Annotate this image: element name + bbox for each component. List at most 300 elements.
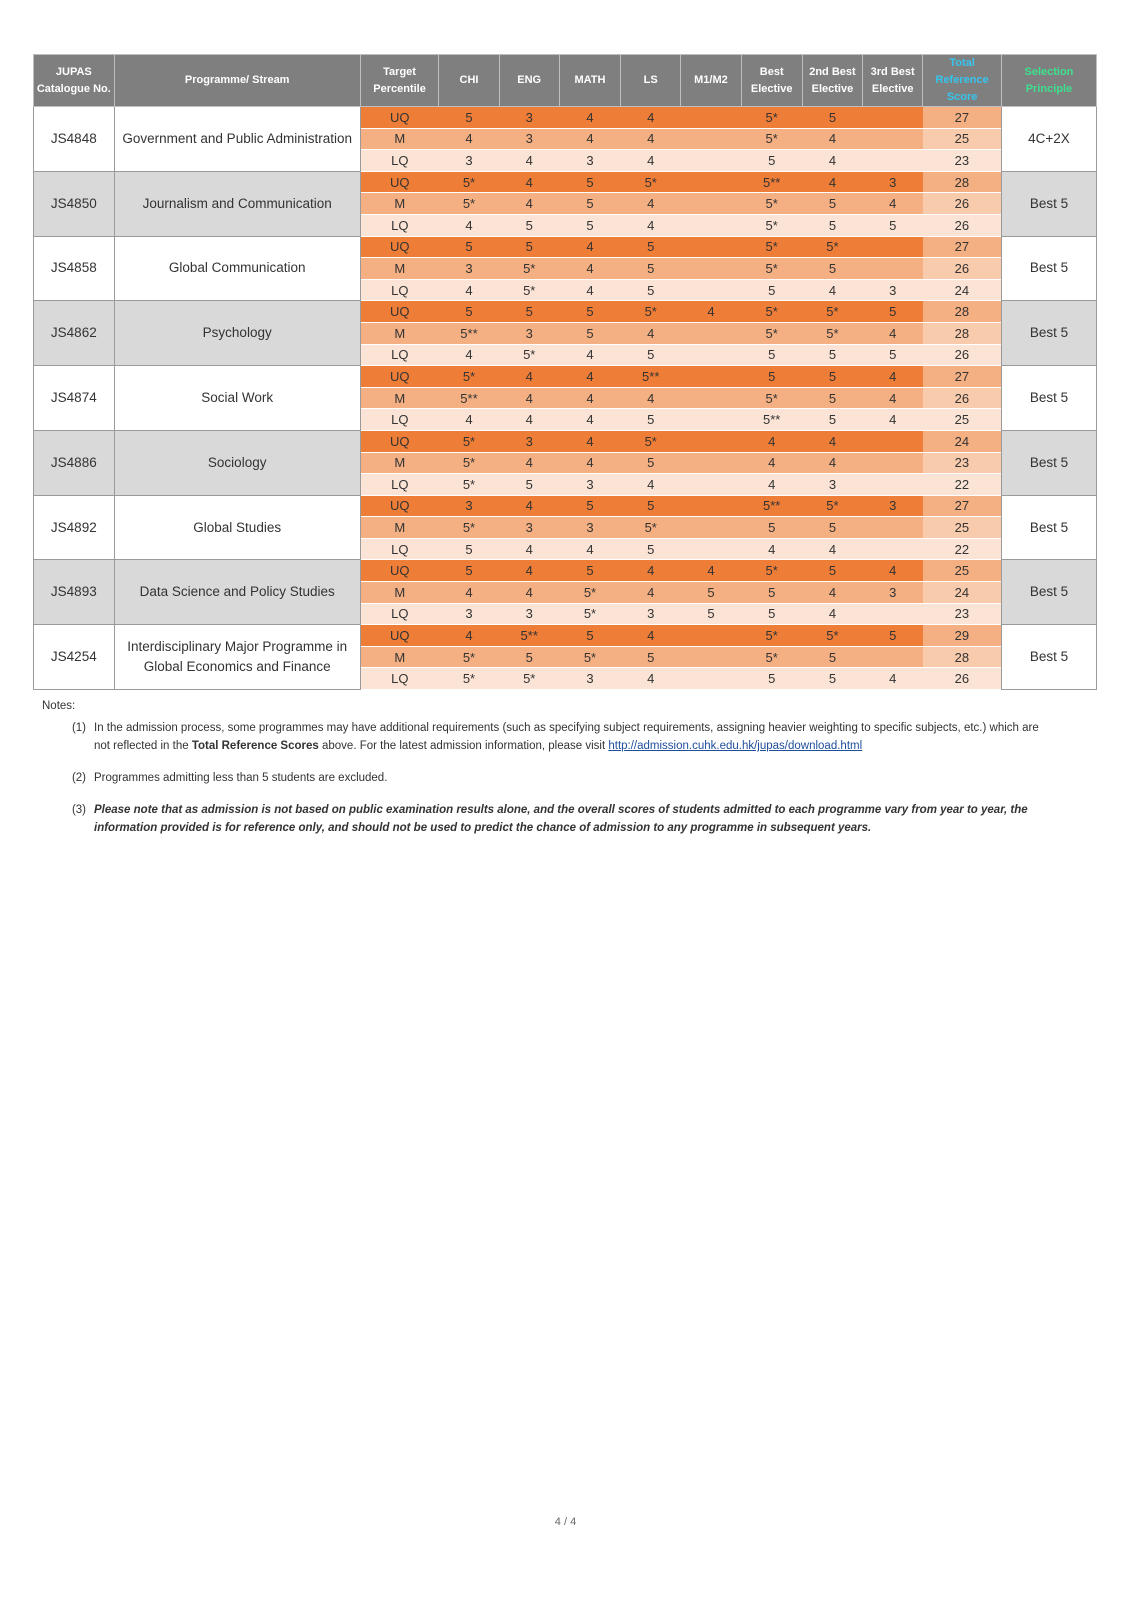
math-score-cell: 5: [559, 301, 620, 323]
eng-score-cell: 5*: [499, 344, 559, 366]
math-score-cell: 3: [559, 668, 620, 689]
best-score-cell: 4: [741, 452, 802, 474]
note-item: [42, 769, 1052, 787]
ls-score-cell: 5: [621, 409, 681, 431]
ls-score-cell: 4: [621, 560, 681, 582]
note-text-part: above. For the latest admission information, please visit: [318, 740, 609, 752]
m1m2-score-cell: 4: [681, 560, 741, 582]
third-score-cell: 4: [863, 668, 923, 689]
chi-score-cell: 4: [439, 409, 499, 431]
third-score-cell: [863, 236, 923, 258]
math-score-cell: 4: [559, 387, 620, 409]
ls-score-cell: 5: [621, 538, 681, 560]
total-reference-score-cell: 23: [923, 150, 1002, 172]
ls-score-cell: 5*: [621, 517, 681, 539]
programme-group: [34, 430, 1097, 495]
eng-score-cell: 4: [499, 582, 559, 604]
third-score-cell: [863, 128, 923, 150]
second-score-cell: 5: [802, 668, 862, 689]
best-score-cell: 5**: [741, 409, 802, 431]
second-score-cell: 5: [802, 366, 862, 388]
programme-name-cell: Sociology: [114, 430, 360, 495]
best-score-cell: 5*: [741, 128, 802, 150]
best-score-cell: 5: [741, 668, 802, 689]
m1m2-score-cell: [681, 193, 741, 215]
eng-score-cell: 5*: [499, 668, 559, 689]
ls-score-cell: 5*: [621, 301, 681, 323]
selection-principle-cell: Best 5: [1001, 366, 1096, 431]
total-reference-score-cell: 26: [923, 344, 1002, 366]
third-score-cell: 3: [863, 582, 923, 604]
m1m2-score-cell: [681, 344, 741, 366]
math-score-cell: 4: [559, 236, 620, 258]
target-percentile-cell: LQ: [360, 603, 439, 625]
eng-score-cell: 3: [499, 517, 559, 539]
ls-score-cell: 4: [621, 387, 681, 409]
third-score-cell: [863, 150, 923, 172]
third-score-cell: [863, 258, 923, 280]
third-score-cell: 5: [863, 301, 923, 323]
header-math: MATH: [559, 55, 620, 107]
eng-score-cell: 5**: [499, 625, 559, 647]
chi-score-cell: 4: [439, 214, 499, 236]
m1m2-score-cell: [681, 625, 741, 647]
third-score-cell: 5: [863, 344, 923, 366]
third-score-cell: 3: [863, 171, 923, 193]
eng-score-cell: 4: [499, 171, 559, 193]
math-score-cell: 5: [559, 171, 620, 193]
m1m2-score-cell: [681, 452, 741, 474]
note-number: (1): [71, 722, 86, 734]
eng-score-cell: 3: [499, 430, 559, 452]
total-reference-score-cell: 26: [923, 258, 1002, 280]
math-score-cell: 3: [559, 517, 620, 539]
best-score-cell: 5: [741, 150, 802, 172]
total-reference-score-cell: 24: [923, 279, 1002, 301]
math-score-cell: 4: [559, 452, 620, 474]
target-percentile-cell: UQ: [360, 171, 439, 193]
best-score-cell: 4: [741, 538, 802, 560]
programme-name-cell: Global Communication: [114, 236, 360, 301]
second-score-cell: 5*: [802, 625, 862, 647]
third-score-cell: 3: [863, 279, 923, 301]
ls-score-cell: 4: [621, 214, 681, 236]
m1m2-score-cell: [681, 322, 741, 344]
m1m2-score-cell: [681, 171, 741, 193]
second-score-cell: 4: [802, 430, 862, 452]
target-percentile-cell: LQ: [360, 474, 439, 496]
eng-score-cell: 4: [499, 452, 559, 474]
chi-score-cell: 5*: [439, 474, 499, 496]
chi-score-cell: 5**: [439, 322, 499, 344]
header-best-elective: Best Elective: [741, 55, 802, 107]
total-reference-score-cell: 26: [923, 193, 1002, 215]
target-percentile-cell: M: [360, 646, 439, 668]
total-reference-score-cell: 22: [923, 538, 1002, 560]
selection-principle-cell: Best 5: [1001, 301, 1096, 366]
total-reference-score-cell: 27: [923, 495, 1002, 517]
total-reference-score-cell: 24: [923, 582, 1002, 604]
chi-score-cell: 5*: [439, 171, 499, 193]
ls-score-cell: 5**: [621, 366, 681, 388]
total-reference-score-cell: 27: [923, 366, 1002, 388]
chi-score-cell: 5: [439, 301, 499, 323]
total-reference-score-cell: 29: [923, 625, 1002, 647]
chi-score-cell: 5**: [439, 387, 499, 409]
total-reference-score-cell: 23: [923, 452, 1002, 474]
ls-score-cell: 4: [621, 582, 681, 604]
ls-score-cell: 4: [621, 322, 681, 344]
header-m1m2: M1/M2: [681, 55, 741, 107]
math-score-cell: 4: [559, 344, 620, 366]
chi-score-cell: 5*: [439, 366, 499, 388]
notes-title: Notes:: [42, 700, 76, 712]
best-score-cell: 5: [741, 279, 802, 301]
table-row: [34, 107, 1097, 129]
note-text: Please note that as admission is not based on public examination results alone, and the overall scores of students admitted to each programme vary from year to year, the information provided is for reference only, and should not be used to predict the chance of admission to any programme in subsequent years.: [94, 804, 1028, 834]
second-score-cell: 5: [802, 387, 862, 409]
best-score-cell: 5*: [741, 107, 802, 129]
second-score-cell: 5: [802, 409, 862, 431]
catalogue-no-cell: JS4874: [34, 366, 115, 431]
programme-name-cell: Social Work: [114, 366, 360, 431]
total-reference-score-cell: 25: [923, 128, 1002, 150]
second-score-cell: 4: [802, 128, 862, 150]
chi-score-cell: 5: [439, 107, 499, 129]
target-percentile-cell: M: [360, 387, 439, 409]
header-third-best-elective: 3rd Best Elective: [863, 55, 923, 107]
second-score-cell: 4: [802, 582, 862, 604]
programme-group: [34, 560, 1097, 625]
programme-name-cell: Government and Public Administration: [114, 107, 360, 172]
chi-score-cell: 4: [439, 582, 499, 604]
third-score-cell: [863, 430, 923, 452]
m1m2-score-cell: [681, 107, 741, 129]
programme-group: [34, 236, 1097, 301]
chi-score-cell: 5*: [439, 430, 499, 452]
target-percentile-cell: M: [360, 582, 439, 604]
ls-score-cell: 5: [621, 495, 681, 517]
total-reference-score-cell: 27: [923, 107, 1002, 129]
m1m2-score-cell: [681, 409, 741, 431]
programme-name-cell: Journalism and Communication: [114, 171, 360, 236]
math-score-cell: 5*: [559, 582, 620, 604]
m1m2-score-cell: [681, 495, 741, 517]
total-reference-score-cell: 28: [923, 171, 1002, 193]
math-score-cell: 4: [559, 279, 620, 301]
table-row: [34, 495, 1097, 517]
target-percentile-cell: LQ: [360, 150, 439, 172]
table-row: [34, 366, 1097, 388]
catalogue-no-cell: JS4850: [34, 171, 115, 236]
best-score-cell: 5: [741, 582, 802, 604]
best-score-cell: 4: [741, 474, 802, 496]
second-score-cell: 5: [802, 107, 862, 129]
math-score-cell: 5: [559, 214, 620, 236]
catalogue-no-cell: JS4862: [34, 301, 115, 366]
eng-score-cell: 3: [499, 322, 559, 344]
second-score-cell: 3: [802, 474, 862, 496]
second-score-cell: 4: [802, 603, 862, 625]
selection-principle-cell: Best 5: [1001, 495, 1096, 560]
programme-group: [34, 495, 1097, 560]
target-percentile-cell: UQ: [360, 495, 439, 517]
programme-name-cell: Interdisciplinary Major Programme in Global Economics and Finance: [114, 625, 360, 689]
m1m2-score-cell: [681, 214, 741, 236]
m1m2-score-cell: [681, 517, 741, 539]
page-number: 4 / 4: [554, 1516, 577, 1528]
total-reference-score-cell: 22: [923, 474, 1002, 496]
third-score-cell: [863, 517, 923, 539]
eng-score-cell: 4: [499, 193, 559, 215]
best-score-cell: 5*: [741, 322, 802, 344]
best-score-cell: 5*: [741, 258, 802, 280]
total-reference-score-cell: 27: [923, 236, 1002, 258]
ls-score-cell: 4: [621, 193, 681, 215]
math-score-cell: 4: [559, 107, 620, 129]
programme-group: [34, 625, 1097, 689]
math-score-cell: 4: [559, 538, 620, 560]
programme-name-cell: Data Science and Policy Studies: [114, 560, 360, 625]
eng-score-cell: 4: [499, 495, 559, 517]
best-score-cell: 5*: [741, 387, 802, 409]
total-reference-score-cell: 25: [923, 517, 1002, 539]
m1m2-score-cell: [681, 128, 741, 150]
catalogue-no-cell: JS4254: [34, 625, 115, 689]
eng-score-cell: 3: [499, 603, 559, 625]
note-number: (3): [71, 804, 86, 816]
table-row: [34, 236, 1097, 258]
eng-score-cell: 4: [499, 538, 559, 560]
target-percentile-cell: M: [360, 128, 439, 150]
selection-principle-cell: Best 5: [1001, 171, 1096, 236]
target-percentile-cell: LQ: [360, 214, 439, 236]
third-score-cell: [863, 646, 923, 668]
selection-principle-cell: Best 5: [1001, 236, 1096, 301]
target-percentile-cell: M: [360, 193, 439, 215]
total-reference-score-cell: 28: [923, 301, 1002, 323]
third-score-cell: [863, 538, 923, 560]
second-score-cell: 4: [802, 538, 862, 560]
m1m2-score-cell: [681, 279, 741, 301]
ls-score-cell: 4: [621, 150, 681, 172]
third-score-cell: 5: [863, 214, 923, 236]
table-row: [34, 560, 1097, 582]
target-percentile-cell: M: [360, 452, 439, 474]
eng-score-cell: 4: [499, 560, 559, 582]
best-score-cell: 5*: [741, 625, 802, 647]
second-score-cell: 4: [802, 279, 862, 301]
third-score-cell: 4: [863, 193, 923, 215]
note-text: [94, 719, 1052, 755]
target-percentile-cell: UQ: [360, 625, 439, 647]
target-percentile-cell: LQ: [360, 668, 439, 689]
chi-score-cell: 3: [439, 495, 499, 517]
second-score-cell: 5*: [802, 301, 862, 323]
ls-score-cell: 5*: [621, 171, 681, 193]
eng-score-cell: 5: [499, 214, 559, 236]
header-second-best-elective: 2nd Best Elective: [802, 55, 862, 107]
note-item: [42, 801, 1052, 837]
chi-score-cell: 3: [439, 258, 499, 280]
chi-score-cell: 3: [439, 603, 499, 625]
ls-score-cell: 4: [621, 668, 681, 689]
second-score-cell: 5: [802, 258, 862, 280]
ls-score-cell: 5: [621, 344, 681, 366]
chi-score-cell: 5*: [439, 646, 499, 668]
chi-score-cell: 5*: [439, 452, 499, 474]
total-reference-score-cell: 26: [923, 668, 1002, 689]
m1m2-score-cell: 4: [681, 301, 741, 323]
math-score-cell: 4: [559, 409, 620, 431]
math-score-cell: 5: [559, 625, 620, 647]
total-reference-score-cell: 28: [923, 322, 1002, 344]
admission-download-link[interactable]: http://admission.cuhk.edu.hk/jupas/download.html: [608, 740, 863, 752]
ls-score-cell: 5*: [621, 430, 681, 452]
table-row: [34, 430, 1097, 452]
total-reference-score-cell: 23: [923, 603, 1002, 625]
selection-principle-cell: Best 5: [1001, 430, 1096, 495]
m1m2-score-cell: [681, 387, 741, 409]
target-percentile-cell: M: [360, 517, 439, 539]
header-chi: CHI: [439, 55, 499, 107]
eng-score-cell: 5: [499, 646, 559, 668]
header-selection-principle: Selection Principle: [1001, 55, 1096, 107]
target-percentile-cell: UQ: [360, 107, 439, 129]
chi-score-cell: 4: [439, 625, 499, 647]
best-score-cell: 5*: [741, 214, 802, 236]
ls-score-cell: 5: [621, 646, 681, 668]
m1m2-score-cell: [681, 668, 741, 689]
math-score-cell: 5: [559, 193, 620, 215]
total-reference-score-cell: 24: [923, 430, 1002, 452]
programme-group: [34, 366, 1097, 431]
eng-score-cell: 4: [499, 409, 559, 431]
chi-score-cell: 4: [439, 279, 499, 301]
target-percentile-cell: LQ: [360, 279, 439, 301]
best-score-cell: 5**: [741, 171, 802, 193]
header-total-reference-score: Total Reference Score: [923, 55, 1002, 107]
ls-score-cell: 4: [621, 107, 681, 129]
target-percentile-cell: LQ: [360, 344, 439, 366]
eng-score-cell: 3: [499, 128, 559, 150]
catalogue-no-cell: JS4892: [34, 495, 115, 560]
chi-score-cell: 5*: [439, 668, 499, 689]
best-score-cell: 5: [741, 603, 802, 625]
eng-score-cell: 4: [499, 150, 559, 172]
math-score-cell: 5: [559, 495, 620, 517]
notes-section: [42, 697, 1052, 851]
third-score-cell: [863, 474, 923, 496]
chi-score-cell: 5*: [439, 193, 499, 215]
second-score-cell: 4: [802, 452, 862, 474]
note-item: [42, 719, 1052, 755]
m1m2-score-cell: [681, 366, 741, 388]
best-score-cell: 5*: [741, 646, 802, 668]
chi-score-cell: 5: [439, 538, 499, 560]
best-score-cell: 5*: [741, 560, 802, 582]
eng-score-cell: 3: [499, 107, 559, 129]
catalogue-no-cell: JS4886: [34, 430, 115, 495]
target-percentile-cell: UQ: [360, 236, 439, 258]
total-reference-score-cell: 26: [923, 214, 1002, 236]
chi-score-cell: 5: [439, 236, 499, 258]
m1m2-score-cell: [681, 258, 741, 280]
programme-name-cell: Global Studies: [114, 495, 360, 560]
best-score-cell: 5**: [741, 495, 802, 517]
third-score-cell: 4: [863, 560, 923, 582]
target-percentile-cell: UQ: [360, 301, 439, 323]
eng-score-cell: 5*: [499, 279, 559, 301]
m1m2-score-cell: 5: [681, 582, 741, 604]
second-score-cell: 5: [802, 193, 862, 215]
ls-score-cell: 5: [621, 279, 681, 301]
math-score-cell: 5: [559, 322, 620, 344]
math-score-cell: 3: [559, 150, 620, 172]
third-score-cell: [863, 452, 923, 474]
header-eng: ENG: [499, 55, 559, 107]
math-score-cell: 5*: [559, 646, 620, 668]
programme-group: [34, 171, 1097, 236]
math-score-cell: 3: [559, 474, 620, 496]
second-score-cell: 5: [802, 646, 862, 668]
chi-score-cell: 4: [439, 344, 499, 366]
third-score-cell: [863, 603, 923, 625]
second-score-cell: 5*: [802, 236, 862, 258]
second-score-cell: 5*: [802, 322, 862, 344]
eng-score-cell: 5: [499, 301, 559, 323]
ls-score-cell: 5: [621, 452, 681, 474]
third-score-cell: 4: [863, 366, 923, 388]
second-score-cell: 4: [802, 171, 862, 193]
ls-score-cell: 4: [621, 474, 681, 496]
programme-group: [34, 107, 1097, 172]
third-score-cell: 4: [863, 322, 923, 344]
table-row: [34, 171, 1097, 193]
math-score-cell: 4: [559, 366, 620, 388]
ls-score-cell: 5: [621, 236, 681, 258]
chi-score-cell: 3: [439, 150, 499, 172]
target-percentile-cell: UQ: [360, 560, 439, 582]
chi-score-cell: 5: [439, 560, 499, 582]
third-score-cell: 4: [863, 409, 923, 431]
eng-score-cell: 5*: [499, 258, 559, 280]
third-score-cell: 5: [863, 625, 923, 647]
target-percentile-cell: M: [360, 322, 439, 344]
table-row: [34, 301, 1097, 323]
note-number: (2): [71, 772, 86, 784]
header-ls: LS: [621, 55, 681, 107]
m1m2-score-cell: [681, 538, 741, 560]
target-percentile-cell: UQ: [360, 430, 439, 452]
admission-scores-table: [33, 54, 1097, 690]
note-text-part: In the admission process, some programmes may have additional requirements (such as specifying subject requirements, assigning heavier weighting to specific subjects, etc.) which are not reflected in the: [94, 722, 1039, 752]
best-score-cell: 5*: [741, 236, 802, 258]
header-programme: Programme/ Stream: [114, 55, 360, 107]
target-percentile-cell: LQ: [360, 538, 439, 560]
header-target-percentile: Target Percentile: [360, 55, 439, 107]
chi-score-cell: 4: [439, 128, 499, 150]
target-percentile-cell: LQ: [360, 409, 439, 431]
selection-principle-cell: Best 5: [1001, 560, 1096, 625]
second-score-cell: 5: [802, 214, 862, 236]
eng-score-cell: 4: [499, 387, 559, 409]
ls-score-cell: 3: [621, 603, 681, 625]
second-score-cell: 5: [802, 344, 862, 366]
m1m2-score-cell: [681, 646, 741, 668]
programme-name-cell: Psychology: [114, 301, 360, 366]
note-text: Programmes admitting less than 5 students are excluded.: [94, 772, 388, 784]
